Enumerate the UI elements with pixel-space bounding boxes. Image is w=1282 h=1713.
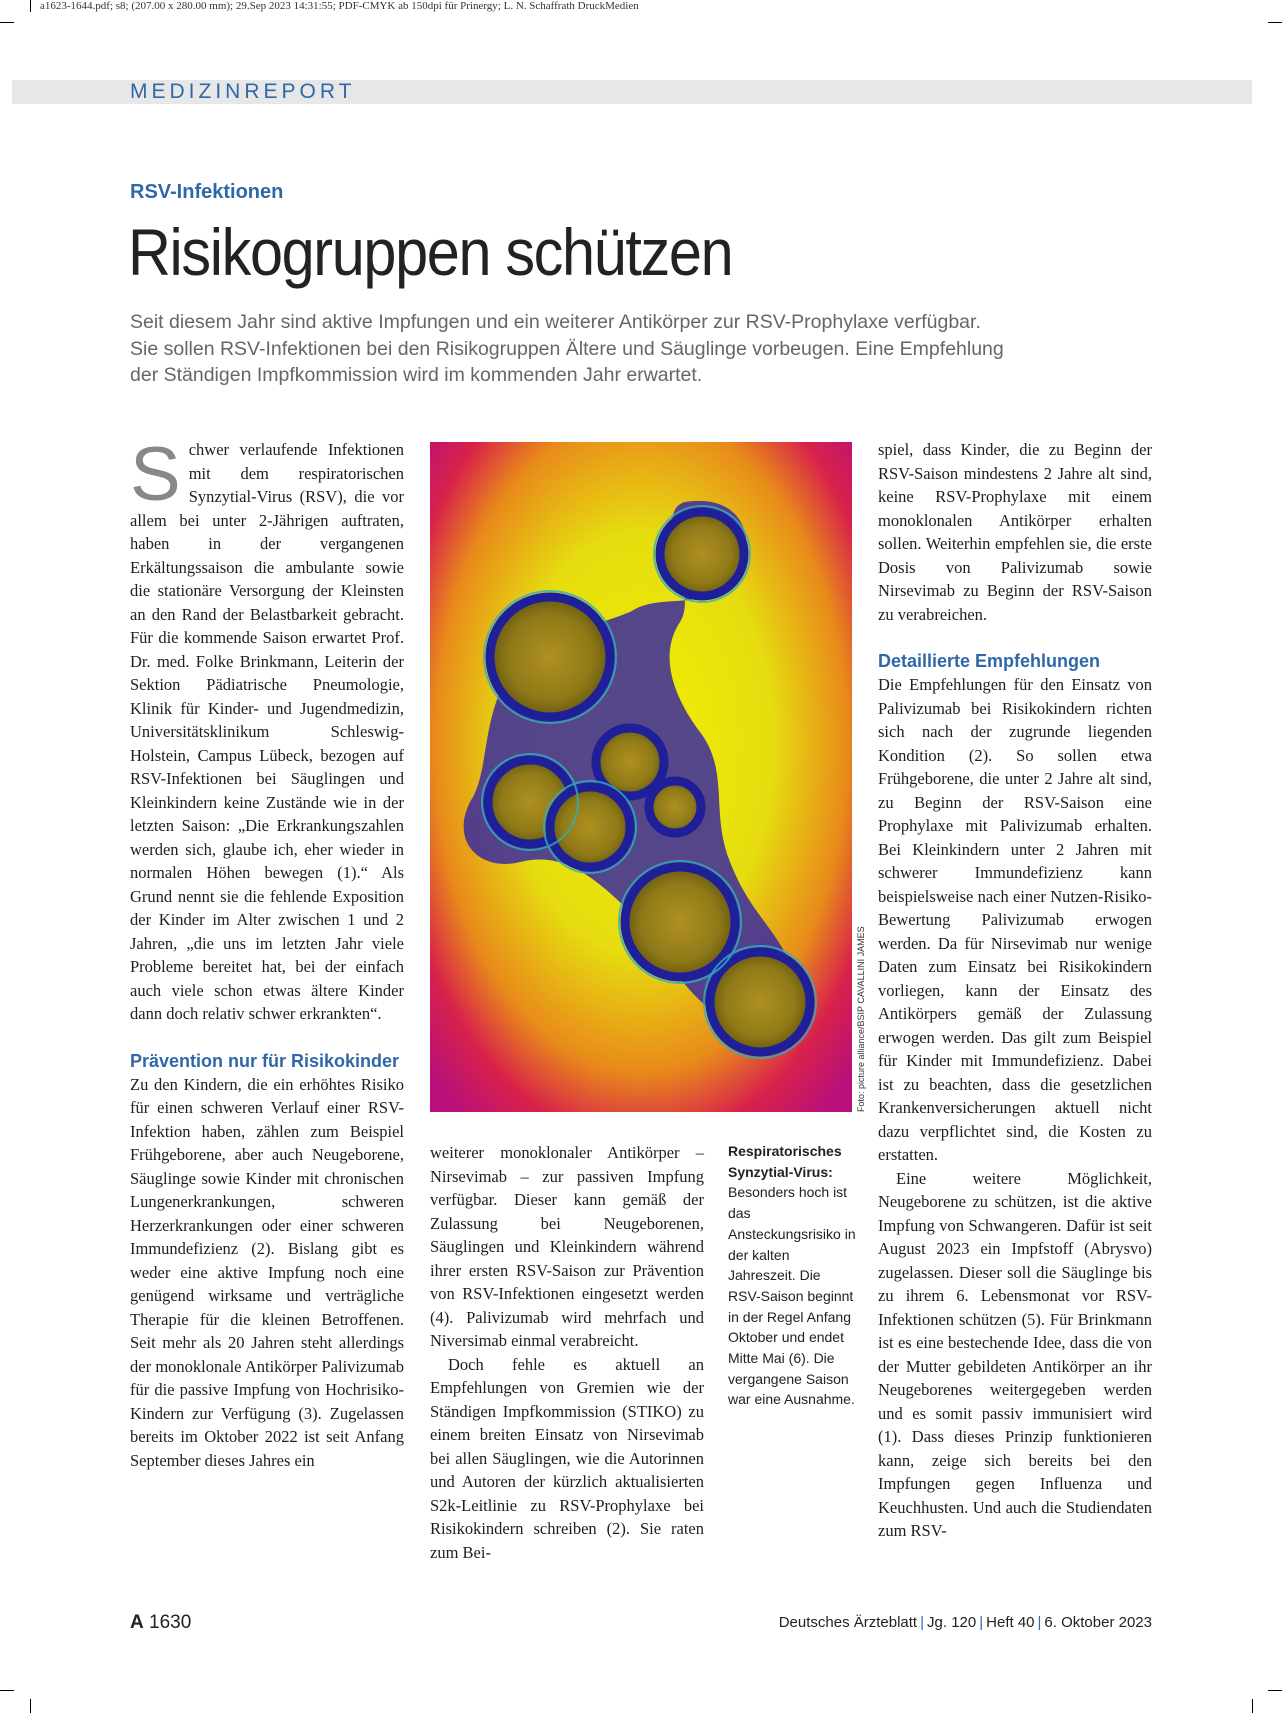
crop-mark <box>1252 1699 1253 1713</box>
crop-mark <box>1268 1690 1282 1691</box>
lead-line: der Ständigen Impfkommission wird im kommenden Jahr erwartet. <box>130 364 703 386</box>
paragraph: Doch fehle es aktuell an Empfehlungen von Gremien wie der Ständigen Impfkommission (STIKO) zu einem breiten Einsatz von Nirsevimab bei allen Säuglingen, wie die Autorinnen und Autoren der kürzlich aktualisierten S2k-Leitlinie zu RSV-Prophylaxe bei Risikokindern schreiben (2). Sie raten zum Bei- <box>430 1354 704 1562</box>
paragraph: spiel, dass Kinder, die zu Beginn der RSV-Saison mindestens 2 Jahre alt sind, keine RSV-Prophylaxe mit einem monoklonalen Antikörper erhalten sollen. Weiterhin empfehlen sie, die erste Dosis von Palivizumab sowie Nirsevimab zu Beginn der RSV-Saison zu verabreichen. <box>878 440 1152 624</box>
lead-line: Seit diesem Jahr sind aktive Impfungen und ein weiterer Antikörper zur RSV-Prophylaxe verfügbar. <box>130 311 981 333</box>
journal-volume: Jg. 120 <box>927 1614 977 1631</box>
journal-name: Deutsches Ärzteblatt <box>778 1614 918 1631</box>
crop-mark <box>0 22 14 23</box>
journal-issue: Heft 40 <box>986 1614 1035 1631</box>
divider: | <box>1037 1614 1042 1631</box>
paragraph-text: chwer verlaufende Infektionen mit dem respiratorischen Synzytial-Virus (RSV), die vor allem bei unter 2-Jährigen auftraten, haben in der vergangenen Erkältungssaison die ambulante sowie die stationäre Versorgung der Kleinsten an den Rand der Belastbarkeit gebracht. Für die kommende Saison erwartet Prof. Dr. med. Folke Brinkmann, Leiterin der Sektion Pädiatrische Pneumologie, Klinik für Kinder- und Jugendmedizin, Universitätsklinikum Schleswig-Holstein, Campus Lübeck, bezogen auf RSV-Infektionen bei Säuglingen und Kleinkindern keine Zustände wie in der letzten Saison: „Die Erkrankungszahlen werden sich, glaube ich, eher wieder in normalen Höhen bewegen (1).“ Als Grund nennt sie die fehlende Exposition der Kinder im Alter zwischen 1 und 2 Jahren, „die uns im letzten Jahr viele Probleme bereitet hat, bei der einfach auch viele schon etwas ältere Kinder dann doch relativ schwer erkrankten“. <box>130 440 404 1023</box>
journal-info <box>779 1614 1152 1631</box>
virus-micrograph <box>430 442 852 1112</box>
page-number-value: 1630 <box>149 1612 192 1633</box>
paragraph: weiterer monoklonaler Antikörper – Nirsevimab – zur passiven Impfung verfügbar. Dieser kann gemäß der Zulassung bei Neugeborenen, Säuglingen und Kleinkindern während ihrer ersten RSV-Saison zur Prävention von RSV-Infektionen eingesetzt werden (4). Palivizumab wird mehrfach und Niversimab einmal verabreicht. <box>430 1143 704 1350</box>
print-info-line: a1623-1644.pdf; s8; (207.00 x 280.00 mm); 29.Sep 2023 14:31:55; PDF-CMYK ab 150dpi für Prinergy; L. N. Schaffrath DruckMedien <box>40 0 639 12</box>
photo-credit <box>856 926 868 1112</box>
caption-title: Respiratorisches Synzytial-Virus: <box>728 1143 842 1180</box>
paragraph: Eine weitere Möglichkeit, Neugeborene zu schützen, ist die aktive Impfung von Schwangeren. Dafür ist seit August 2023 ein Impfstoff (Abrysvo) zugelassen. Dieser soll die Säuglinge bis zu ihrem 6. Lebensmonat vor RSV-Infektionen schützen (5). Für Brinkmann ist es eine bestechende Idee, dass die von der Mutter gebildeten Antikörper an ihr Neugeborenes weitergegeben werden und es somit passiv immunisiert wird (1). Dass dieses Prinzip funktionieren kann, zeige sich bereits bei den Impfungen gegen Influenza und Keuchhusten. Und auch die Studiendaten zum RSV- <box>878 1168 1152 1540</box>
crop-mark <box>30 0 31 12</box>
subheading: Prävention nur für Risikokinder <box>130 1050 400 1071</box>
paragraph: Die Empfehlungen für den Einsatz von Palivizumab bei Risikokindern richten sich nach der zugrunde liegenden Kondition (2). So sollen etwa Frühgeborene, die unter 2 Jahre alt sind, zu Beginn der RSV-Saison eine Prophylaxe mit Palivizumab erhalten. Bei Kleinkindern unter 2 Jahren mit schwerer Immundefizienz kann beispielsweise nach einer Nutzen-Risiko-Bewertung Palivizumab erwogen werden. Da für Nirsevimab nur wenige Daten zum Einsatz bei Risikokindern vorliegen, kann der Einsatz des Antikörpers gemäß der Zulassung erwogen werden. Das gilt zum Beispiel für Kinder mit Immundefizienz. Dabei ist zu beachten, dass die gesetzlichen Krankenversicherungen aktuell nicht dazu verpflichtet sind, die Kosten zu erstatten. <box>878 675 1152 1164</box>
text-column-1 <box>130 432 404 1472</box>
dropcap: S <box>130 432 181 517</box>
paragraph: Zu den Kindern, die ein erhöhtes Risiko für einen schweren Verlauf einer RSV-Infektion haben, zählen zum Beispiel Frühgeborene, aber auch Neugeborene, Säuglinge sowie Kinder mit chronischen Lungenerkrankungen, schweren Herzerkrankungen oder einer schweren Immundefizienz (2). Bislang gibt es weder eine aktive Impfung noch eine genügend wirksame und verträgliche Therapie für die kleinen Betroffenen. Seit mehr als 20 Jahren steht allerdings der monoklonale Antikörper Palivizumab für die passive Impfung von Hochrisiko-Kindern zur Verfügung (3). Zugelassen bereits im Oktober 2022 ist seit Anfang September dieses Jahres ein <box>130 1074 404 1470</box>
crop-mark <box>30 1699 31 1713</box>
article-title: Risikogruppen schützen <box>128 215 733 289</box>
text-column-2 <box>430 1141 704 1564</box>
article-kicker: RSV-Infektionen <box>130 181 284 203</box>
crop-mark <box>1268 22 1282 23</box>
article-lead <box>130 309 1180 389</box>
crop-mark <box>0 1690 14 1691</box>
divider: | <box>920 1614 925 1631</box>
page-prefix: A <box>130 1612 144 1633</box>
caption-text: Besonders hoch ist das Ansteckungsrisiko in der kalten Jahreszeit. Die RSV-Saison beginnt in der Regel Anfang Oktober und endet Mitte Mai (6). Die vergangene Saison war eine Ausnahme. <box>728 1184 856 1408</box>
figure-caption <box>728 1141 856 1410</box>
subheading: Detaillierte Empfehlungen <box>878 651 1101 671</box>
page-number <box>130 1612 191 1634</box>
paragraph <box>130 432 404 1026</box>
divider: | <box>979 1614 984 1631</box>
virus-micrograph-image <box>430 442 852 1112</box>
lead-line: Sie sollen RSV-Infektionen bei den Risikogruppen Ältere und Säuglinge vorbeugen. Eine Empfehlung <box>130 337 1004 360</box>
photo-credit-text: Foto: picture alliance/BSIP CAVALLINI JAMES <box>856 926 866 1112</box>
section-label: MEDIZINREPORT <box>130 80 356 103</box>
journal-date: 6. Oktober 2023 <box>1044 1614 1152 1631</box>
text-column-3 <box>878 438 1152 1543</box>
